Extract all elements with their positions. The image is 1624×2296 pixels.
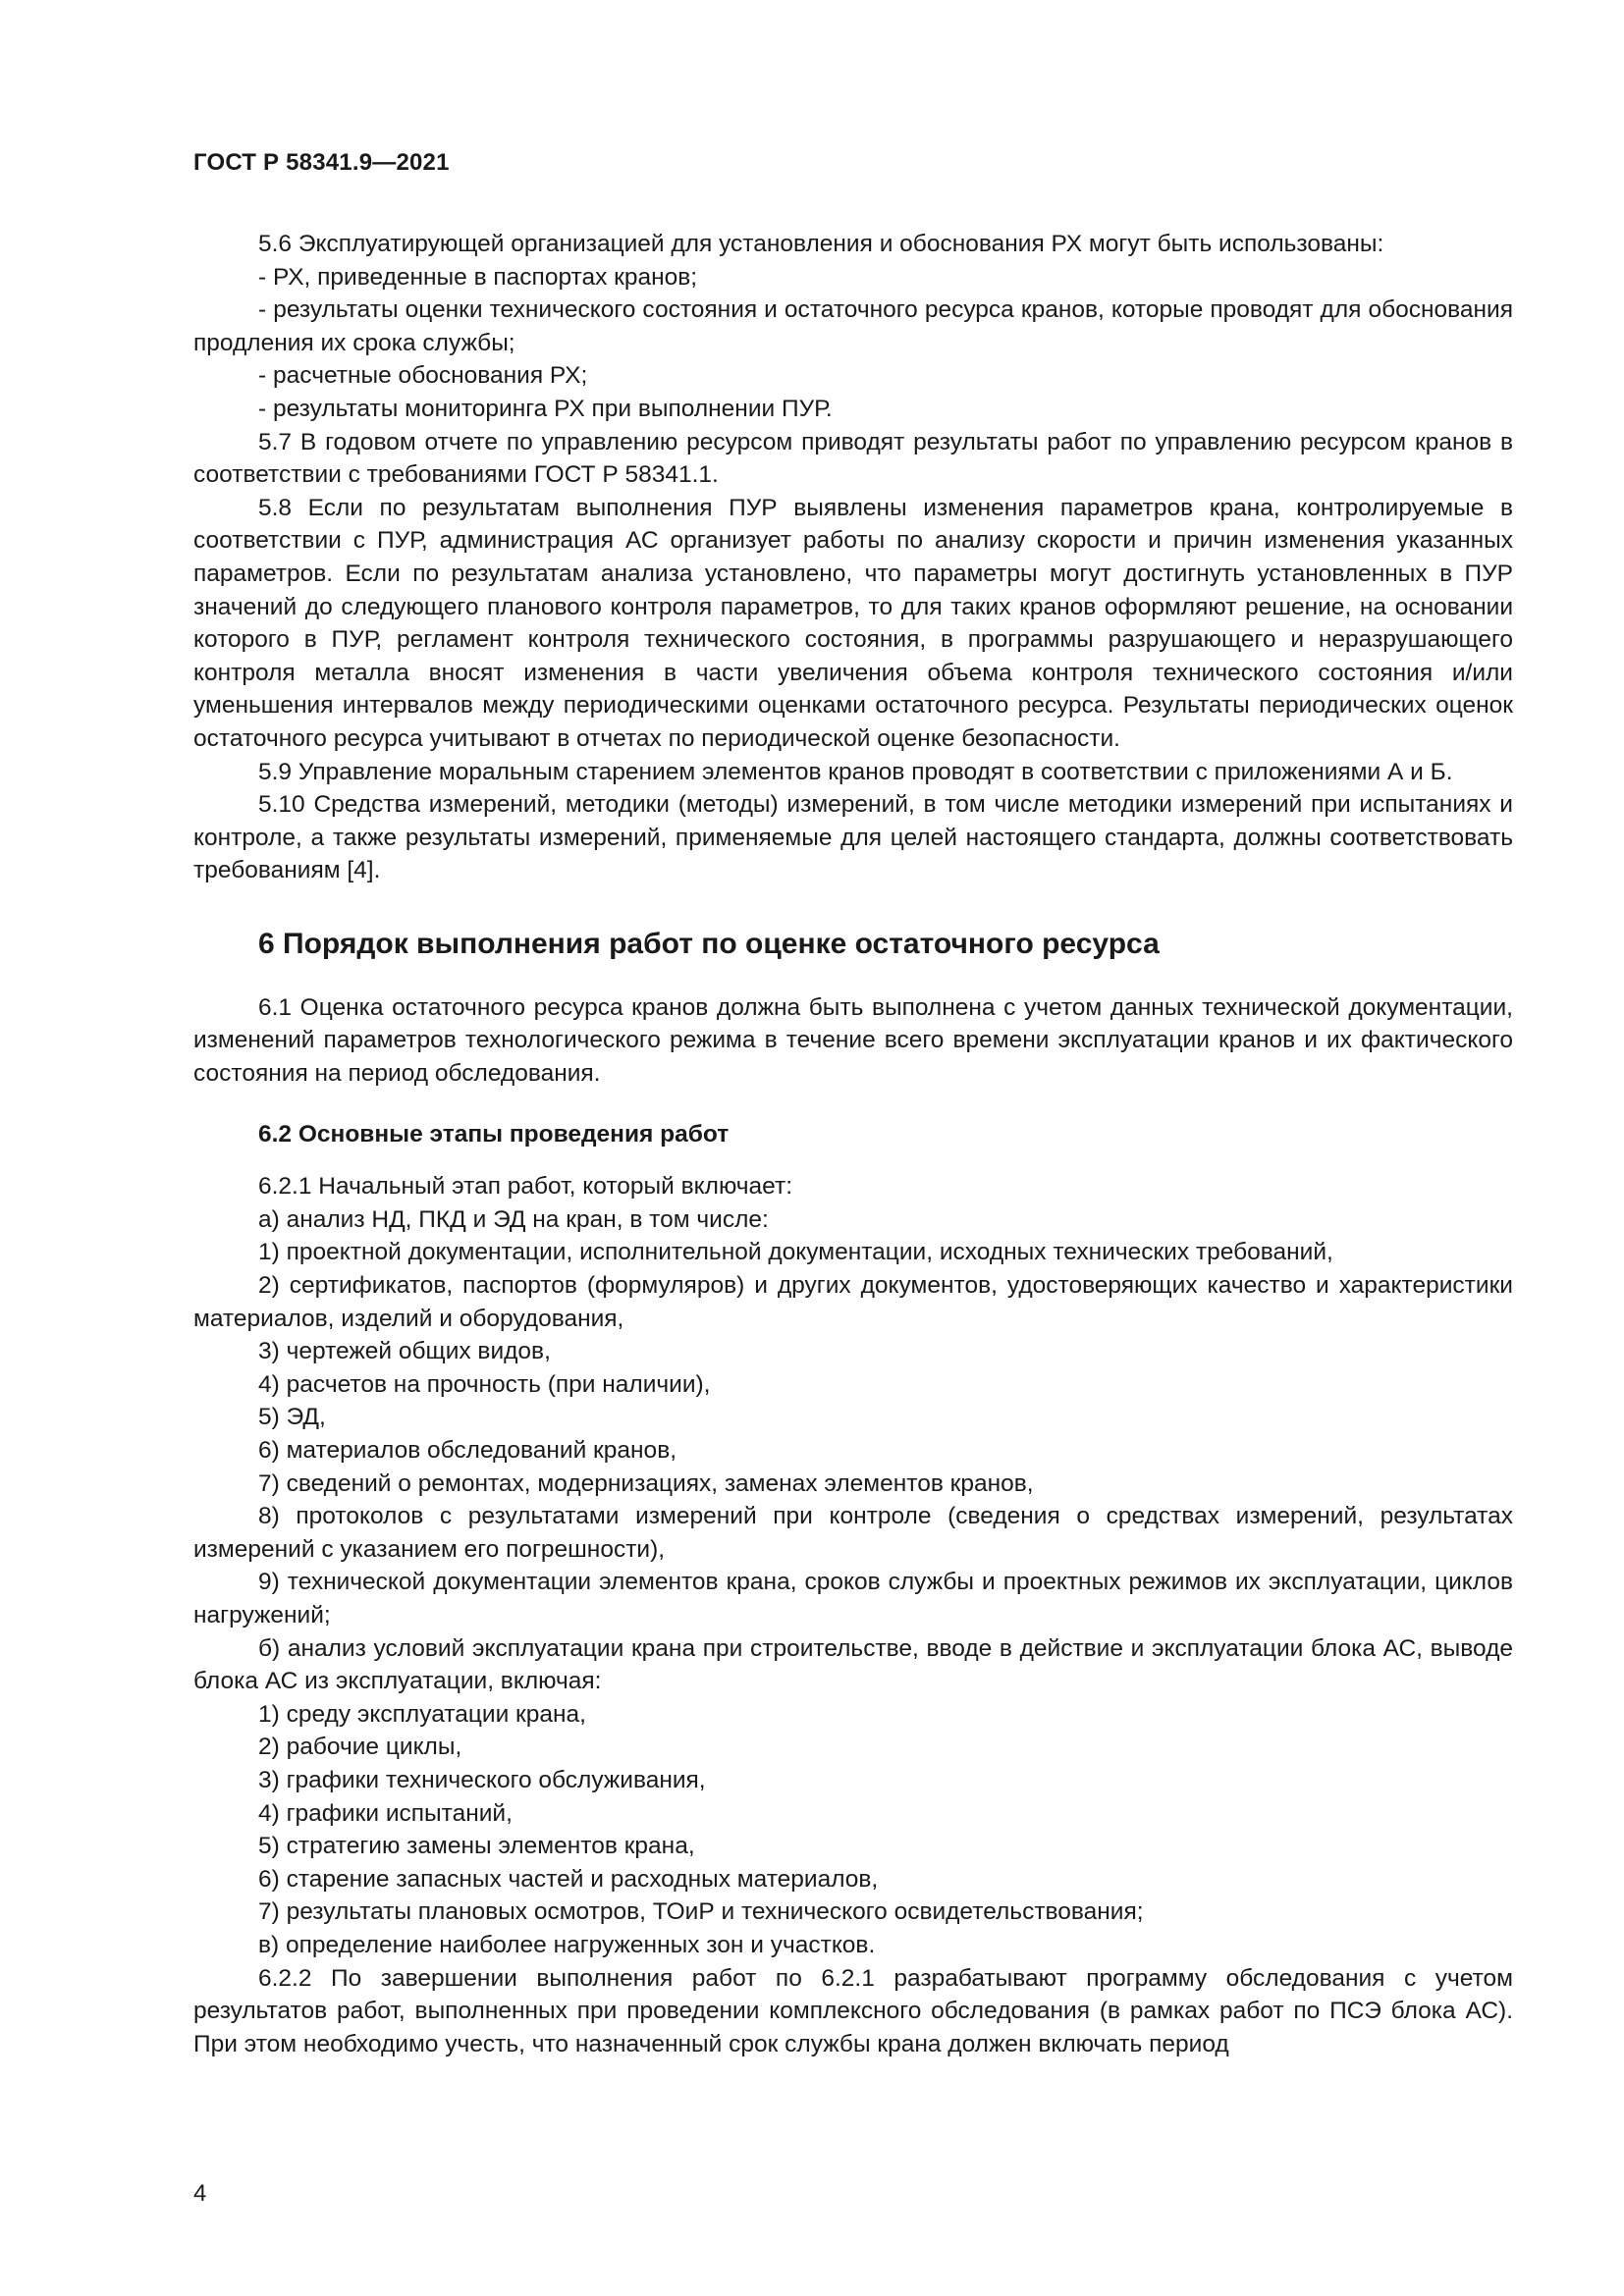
paragraph-6-2-1: 6.2.1 Начальный этап работ, который включает:	[258, 1173, 793, 1201]
list-item: 2) рабочие циклы,	[258, 1734, 462, 1761]
document-body	[193, 228, 1513, 2060]
list-item: а) анализ НД, ПКД и ЭД на кран, в том числе:	[258, 1205, 769, 1233]
list-item: 3) графики технического обслуживания,	[258, 1766, 706, 1793]
list-item: 9) технической документации элементов крана, сроков службы и проектных режимов их эксплуатации, циклов нагружений;	[193, 1569, 1513, 1629]
list-item: 4) расчетов на прочность (при наличии),	[258, 1370, 711, 1398]
list-item: - результаты мониторинга РХ при выполнении ПУР.	[258, 395, 833, 422]
list-item: - расчетные обоснования РХ;	[258, 362, 588, 390]
paragraph-6-1: 6.1 Оценка остаточного ресурса кранов должна быть выполнена с учетом данных технической документации, изменений параметров технологического режима в течение всего времени эксплуатации кранов и их фактического состояния на период обследования.	[193, 993, 1513, 1088]
list-item: 4) графики испытаний,	[258, 1799, 513, 1827]
list-item: 6) материалов обследований кранов,	[258, 1437, 677, 1464]
list-item: - результаты оценки технического состояния и остаточного ресурса кранов, которые проводят для обоснования продления их срока службы;	[193, 296, 1513, 356]
list-item: 1) среду эксплуатации крана,	[258, 1700, 586, 1728]
list-item: 6) старение запасных частей и расходных материалов,	[258, 1865, 879, 1893]
list-item: 3) чертежей общих видов,	[258, 1338, 551, 1365]
paragraph-6-2-2: 6.2.2 По завершении выполнения работ по 6.2.1 разрабатывают программу обследования с учетом результатов работ, выполненных при проведении комплексного обследования (в рамках работ по ПСЭ блока АС). При этом необходимо учесть, что назначенный срок службы крана должен включать период	[193, 1964, 1513, 2057]
paragraph-5-9: 5.9 Управление моральным старением элементов кранов проводят в соответствии с приложениями А и Б.	[258, 758, 1453, 785]
list-item: 1) проектной документации, исполнительной документации, исходных технических требований,	[258, 1239, 1333, 1266]
list-item: в) определение наиболее нагруженных зон и участков.	[258, 1931, 876, 1958]
paragraph-5-6: 5.6 Эксплуатирующей организацией для установления и обоснования РХ могут быть использованы:	[258, 231, 1384, 257]
list-item: 5) стратегию замены элементов крана,	[258, 1833, 695, 1860]
list-item: б) анализ условий эксплуатации крана при строительстве, вводе в действие и эксплуатации блока АС, выводе блока АС из эксплуатации, включая:	[193, 1634, 1513, 1695]
section-6-2-heading: 6.2 Основные этапы проведения работ	[258, 1120, 730, 1148]
list-item: 8) протоколов с результатами измерений при контроле (сведения о средствах измерений, результатах измерений с указанием его погрешности),	[193, 1503, 1513, 1563]
page-number: 4	[193, 2180, 207, 2207]
list-item: 5) ЭД,	[258, 1404, 326, 1431]
list-item: 2) сертификатов, паспортов (формуляров) и других документов, удостоверяющих качество и характеристики материалов, изделий и оборудования,	[193, 1272, 1513, 1332]
paragraph-5-7: 5.7 В годовом отчете по управлению ресурсом приводят результаты работ по управлению ресурсом кранов в соответствии с требованиями ГОСТ Р 58341.1.	[193, 428, 1513, 489]
list-item: - РХ, приведенные в паспортах кранов;	[258, 263, 698, 291]
list-item: 7) результаты плановых осмотров, ТОиР и технического освидетельствования;	[258, 1898, 1144, 1926]
section-6-heading: 6 Порядок выполнения работ по оценке остаточного ресурса	[258, 927, 1160, 960]
paragraph-5-10: 5.10 Средства измерений, методики (методы) измерений, в том числе методики измерений при испытаниях и контроле, а также результаты измерений, применяемые для целей настоящего стандарта, должны соответствовать требованиям [4].	[193, 791, 1513, 884]
document-code-header: ГОСТ Р 58341.9—2021	[193, 149, 450, 176]
list-item: 7) сведений о ремонтах, модернизациях, заменах элементов кранов,	[258, 1469, 1034, 1497]
paragraph-5-8: 5.8 Если по результатам выполнения ПУР выявлены изменения параметров крана, контролируемые в соответствии с ПУР, администрация АС организует работы по анализу скорости и причин изменения указанных параметров. Если по результатам анализа установлено, что параметры могут достигнуть установленных в ПУР значений до следующего планового контроля параметров, то для таких кранов оформляют решение, на основании которого в ПУР, регламент контроля технического состояния, в программы разрушающего и неразрушающего контроля металла вносят изменения в части увеличения объема контроля технического состояния и/или уменьшения интервалов между периодическими оценками остаточного ресурса. Результаты периодических оценок остаточного ресурса учитывают в отчетах по периодической оценке безопасности.	[193, 494, 1513, 752]
